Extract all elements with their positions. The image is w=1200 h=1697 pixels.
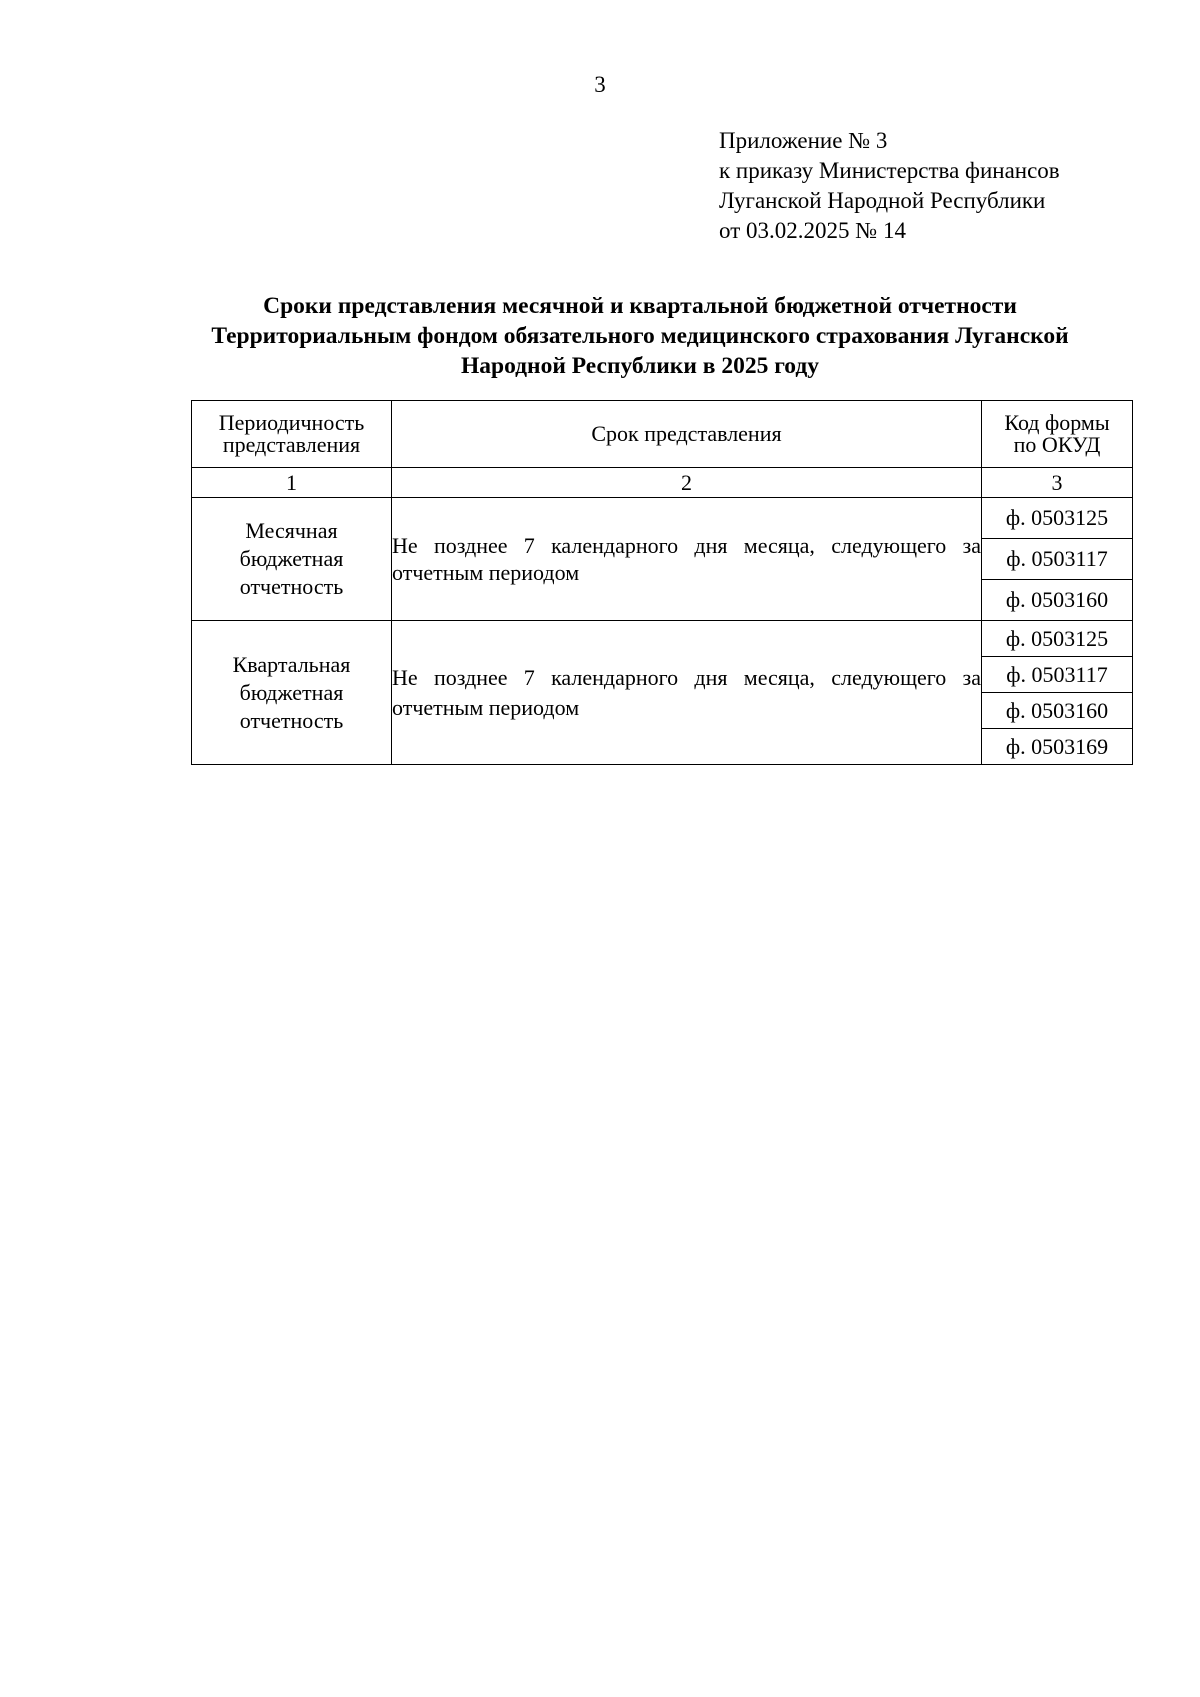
table-header-row (192, 401, 1133, 468)
period-text: отчетность (239, 574, 344, 599)
form-code-cell: ф. 0503125 (982, 621, 1133, 657)
period-text: бюджетная (239, 546, 344, 571)
form-code-cell: ф. 0503160 (982, 693, 1133, 729)
header-text: представления (222, 432, 361, 457)
title-line: Сроки представления месячной и квартальной бюджетной отчетности (263, 293, 1017, 319)
title-line: Народной Республики в 2025 году (460, 353, 820, 379)
period-cell-quarterly (192, 621, 392, 765)
period-text: Месячная (245, 518, 338, 543)
header-periodicity (192, 401, 392, 468)
appendix-line: Луганской Народной Республики (719, 188, 1046, 213)
document-title (140, 291, 1140, 381)
appendix-reference (719, 126, 1060, 246)
form-code-cell: ф. 0503117 (982, 657, 1133, 693)
column-number-row (192, 468, 1133, 498)
column-number: 1 (192, 468, 392, 498)
appendix-line: от 03.02.2025 № 14 (719, 218, 906, 243)
period-text: отчетность (239, 707, 344, 733)
table-row (192, 498, 1133, 539)
period-cell-monthly (192, 498, 392, 621)
appendix-line: Приложение № 3 (719, 128, 888, 153)
title-line: Территориальным фондом обязательного медицинского страхования Луганской (211, 323, 1069, 349)
table-row (192, 621, 1133, 657)
header-text: Срок представления (591, 421, 782, 446)
header-text: Периодичность (218, 410, 365, 435)
page-number: 3 (594, 72, 606, 97)
header-text: по ОКУД (1013, 432, 1101, 457)
header-form-code (982, 401, 1133, 468)
reporting-schedule-table (191, 400, 1133, 765)
form-code-cell: ф. 0503169 (982, 729, 1133, 765)
header-deadline (392, 401, 982, 468)
period-text: Квартальная (232, 651, 351, 677)
period-text: бюджетная (239, 679, 344, 705)
form-code-cell: ф. 0503125 (982, 498, 1133, 539)
appendix-line: к приказу Министерства финансов (719, 158, 1060, 183)
form-code-cell: ф. 0503160 (982, 580, 1133, 621)
form-code-cell: ф. 0503117 (982, 539, 1133, 580)
column-number: 2 (392, 468, 982, 498)
header-text: Код формы (1004, 410, 1110, 435)
deadline-cell-quarterly: Не позднее 7 календарного дня месяца, следующего за отчетным периодом (392, 621, 982, 765)
column-number: 3 (982, 468, 1133, 498)
deadline-cell-monthly: Не позднее 7 календарного дня месяца, следующего за отчетным периодом (392, 498, 982, 621)
